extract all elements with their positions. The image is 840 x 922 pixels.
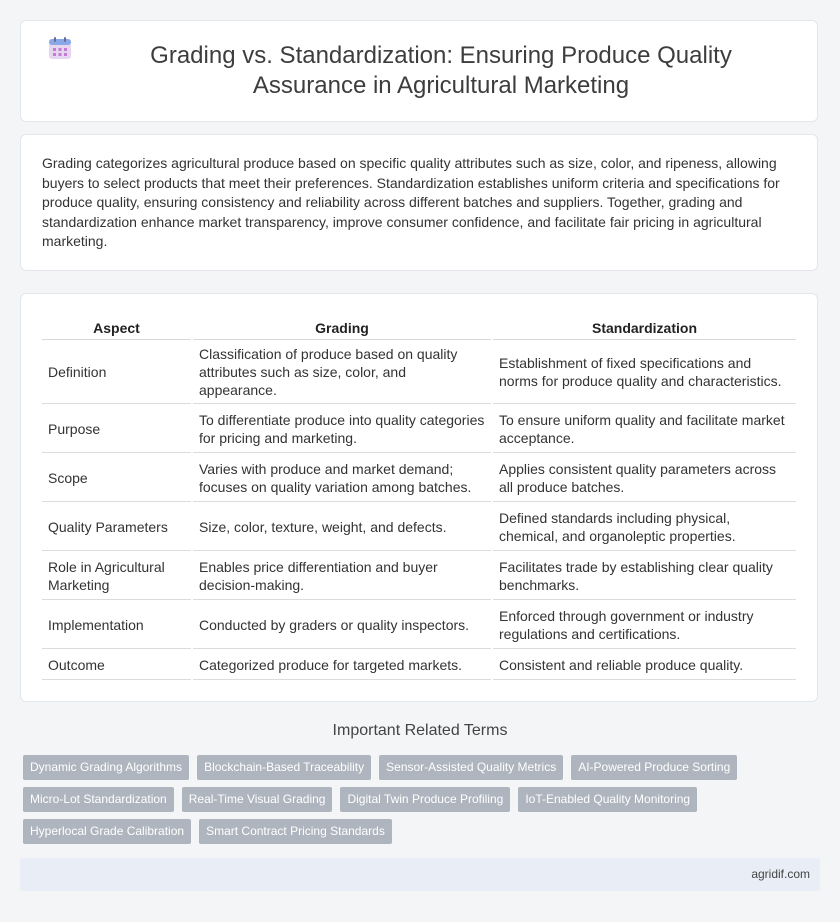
table-cell: Enforced through government or industry regulations and certifications. xyxy=(493,601,796,649)
related-term-tag[interactable]: Micro-Lot Standardization xyxy=(23,787,174,812)
table-cell: Purpose xyxy=(42,405,191,453)
related-term-tag[interactable]: Hyperlocal Grade Calibration xyxy=(23,819,191,844)
table-cell: Definition xyxy=(42,341,191,404)
table-cell: Role in Agricultural Marketing xyxy=(42,552,191,600)
table-row xyxy=(42,503,796,551)
table-cell: Implementation xyxy=(42,601,191,649)
table-cell: To differentiate produce into quality categories for pricing and marketing. xyxy=(193,405,491,453)
table-cell: Classification of produce based on quality attributes such as size, color, and appearance. xyxy=(193,341,491,404)
table-cell: Scope xyxy=(42,454,191,502)
table-row xyxy=(42,601,796,649)
column-header-grading: Grading xyxy=(193,313,491,340)
related-terms-list xyxy=(23,755,813,851)
table-header-row xyxy=(42,313,796,340)
footer xyxy=(20,858,820,891)
column-header-standardization: Standardization xyxy=(493,313,796,340)
table-cell: Applies consistent quality parameters across all produce batches. xyxy=(493,454,796,502)
related-terms-title: Important Related Terms xyxy=(332,722,508,739)
table-row xyxy=(42,650,796,680)
table-row xyxy=(42,454,796,502)
table-row xyxy=(42,552,796,600)
calendar-icon xyxy=(47,35,73,61)
comparison-table xyxy=(40,312,798,681)
table-cell: Consistent and reliable produce quality. xyxy=(493,650,796,680)
table-cell: To ensure uniform quality and facilitate market acceptance. xyxy=(493,405,796,453)
table-cell: Facilitates trade by establishing clear quality benchmarks. xyxy=(493,552,796,600)
table-cell: Conducted by graders or quality inspectors. xyxy=(193,601,491,649)
related-term-tag[interactable]: Real-Time Visual Grading xyxy=(182,787,333,812)
related-term-tag[interactable]: Dynamic Grading Algorithms xyxy=(23,755,189,780)
comparison-table-card xyxy=(20,293,818,702)
table-cell: Outcome xyxy=(42,650,191,680)
summary-card xyxy=(20,134,818,271)
footer-site-link[interactable]: agridif.com xyxy=(751,867,810,881)
related-term-tag[interactable]: AI-Powered Produce Sorting xyxy=(571,755,737,780)
table-cell: Varies with produce and market demand; focuses on quality variation among batches. xyxy=(193,454,491,502)
table-row xyxy=(42,341,796,404)
table-cell: Quality Parameters xyxy=(42,503,191,551)
table-cell: Defined standards including physical, chemical, and organoleptic properties. xyxy=(493,503,796,551)
related-term-tag[interactable]: IoT-Enabled Quality Monitoring xyxy=(518,787,697,812)
table-row xyxy=(42,405,796,453)
related-term-tag[interactable]: Digital Twin Produce Profiling xyxy=(340,787,510,812)
related-term-tag[interactable]: Smart Contract Pricing Standards xyxy=(199,819,392,844)
summary-text: Grading categorizes agricultural produce based on specific quality attributes such as size, color, and ripeness, allowing buyers to select products that meet their preferences. Standardization establishes uniform criteria and specifications for produce quality, ensuring consistency and reliability across different batches and suppliers. Together, grading and standardization enhance market transparency, improve consumer confidence, and facilitate fair pricing in agricultural marketing. xyxy=(42,155,780,250)
related-term-tag[interactable]: Sensor-Assisted Quality Metrics xyxy=(379,755,563,780)
table-cell: Enables price differentiation and buyer decision-making. xyxy=(193,552,491,600)
table-cell: Establishment of fixed specifications and norms for produce quality and characteristics. xyxy=(493,341,796,404)
table-cell: Categorized produce for targeted markets. xyxy=(193,650,491,680)
page-title: Grading vs. Standardization: Ensuring Produce Quality Assurance in Agricultural Marketing xyxy=(150,42,732,99)
table-cell: Size, color, texture, weight, and defects. xyxy=(193,503,491,551)
header-card xyxy=(20,20,818,122)
related-term-tag[interactable]: Blockchain-Based Traceability xyxy=(197,755,371,780)
column-header-aspect: Aspect xyxy=(42,313,191,340)
